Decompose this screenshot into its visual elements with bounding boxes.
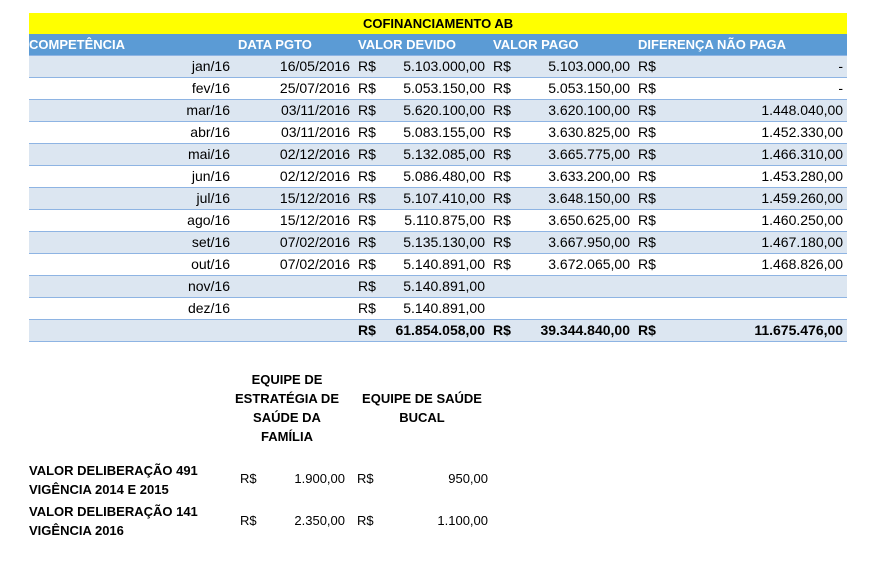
cell-pago-currency: R$	[489, 144, 519, 166]
cell-devido-currency: R$	[354, 100, 384, 122]
table-row	[29, 100, 847, 122]
cell-pago-currency: R$	[489, 100, 519, 122]
cell-competencia: jul/16	[29, 188, 234, 210]
cell-valor-pago: 3.633.200,00	[519, 166, 634, 188]
cell-pago-currency	[489, 298, 519, 320]
cell-valor-pago: 3.650.625,00	[519, 210, 634, 232]
total-dif-currency: R$	[634, 320, 664, 342]
header-diferenca: DIFERENÇA NÃO PAGA	[634, 34, 847, 56]
cell-pago-currency: R$	[489, 78, 519, 100]
label-line: VALOR DELIBERAÇÃO 141	[29, 504, 198, 519]
cell-diferenca: -	[664, 78, 847, 100]
label-line: VIGÊNCIA 2014 E 2015	[29, 482, 169, 497]
cell-competencia: fev/16	[29, 78, 234, 100]
cell-diferenca	[664, 298, 847, 320]
header-valor-devido: VALOR DEVIDO	[354, 34, 489, 56]
cell-valor-pago: 3.620.100,00	[519, 100, 634, 122]
cell-valor-devido: 5.140.891,00	[384, 276, 489, 298]
cell-pago-currency: R$	[489, 56, 519, 78]
cell-valor-pago: 3.665.775,00	[519, 144, 634, 166]
cell-valor-devido: 5.140.891,00	[384, 254, 489, 276]
deliberacao-141-label	[29, 502, 198, 540]
deliberacao-141-v1: 2.350,00	[294, 513, 345, 528]
cell-competencia: set/16	[29, 232, 234, 254]
cell-competencia: mar/16	[29, 100, 234, 122]
cell-devido-currency: R$	[354, 78, 384, 100]
cell-data-pgto: 07/02/2016	[234, 232, 354, 254]
total-devido: 61.854.058,00	[384, 320, 489, 342]
label-line: VIGÊNCIA 2016	[29, 523, 124, 538]
table-row	[29, 78, 847, 100]
cell-devido-currency: R$	[354, 254, 384, 276]
cell-diferenca: 1.448.040,00	[664, 100, 847, 122]
cell-competencia: jan/16	[29, 56, 234, 78]
col1-header	[232, 370, 342, 446]
cell-devido-currency: R$	[354, 210, 384, 232]
cell-valor-devido: 5.083.155,00	[384, 122, 489, 144]
cell-diferenca: 1.459.260,00	[664, 188, 847, 210]
deliberacao-141-v1-currency: R$	[240, 513, 257, 528]
cell-pago-currency	[489, 276, 519, 298]
cell-devido-currency: R$	[354, 56, 384, 78]
cell-competencia: nov/16	[29, 276, 234, 298]
cell-competencia: out/16	[29, 254, 234, 276]
cell-competencia: jun/16	[29, 166, 234, 188]
cell-valor-pago: 5.103.000,00	[519, 56, 634, 78]
table-row	[29, 188, 847, 210]
table-row	[29, 232, 847, 254]
cell-valor-pago: 3.630.825,00	[519, 122, 634, 144]
cell-devido-currency: R$	[354, 122, 384, 144]
cell-dif-currency: R$	[634, 78, 664, 100]
cell-pago-currency: R$	[489, 166, 519, 188]
header-valor-pago: VALOR PAGO	[489, 34, 634, 56]
cofinanciamento-table	[29, 13, 847, 342]
cell-valor-devido: 5.110.875,00	[384, 210, 489, 232]
cell-data-pgto: 03/11/2016	[234, 122, 354, 144]
cell-data-pgto: 16/05/2016	[234, 56, 354, 78]
cell-pago-currency: R$	[489, 232, 519, 254]
table-row	[29, 122, 847, 144]
table-title: COFINANCIAMENTO AB	[29, 13, 847, 34]
cell-competencia: dez/16	[29, 298, 234, 320]
deliberacao-491-v2-currency: R$	[357, 471, 374, 486]
cell-valor-devido: 5.107.410,00	[384, 188, 489, 210]
deliberacao-491-v1: 1.900,00	[294, 471, 345, 486]
cell-valor-devido: 5.086.480,00	[384, 166, 489, 188]
totals-row	[29, 320, 847, 342]
deliberacao-491-v2: 950,00	[448, 471, 488, 486]
cell-diferenca	[664, 276, 847, 298]
cell-devido-currency: R$	[354, 298, 384, 320]
col1-header-line: SAÚDE DA	[253, 410, 321, 425]
cell-devido-currency: R$	[354, 166, 384, 188]
cell-valor-pago	[519, 298, 634, 320]
cell-pago-currency: R$	[489, 254, 519, 276]
cell-diferenca: 1.467.180,00	[664, 232, 847, 254]
cell-pago-currency: R$	[489, 188, 519, 210]
col2-header-line: BUCAL	[399, 410, 445, 425]
cell-valor-pago: 3.672.065,00	[519, 254, 634, 276]
col1-header-line: EQUIPE DE	[251, 372, 323, 387]
total-devido-currency: R$	[354, 320, 384, 342]
cell-dif-currency: R$	[634, 210, 664, 232]
cell-devido-currency: R$	[354, 276, 384, 298]
cell-dif-currency: R$	[634, 166, 664, 188]
cell-competencia: ago/16	[29, 210, 234, 232]
cell-data-pgto: 25/07/2016	[234, 78, 354, 100]
table-row	[29, 276, 847, 298]
cell-devido-currency: R$	[354, 144, 384, 166]
cell-pago-currency: R$	[489, 210, 519, 232]
cell-competencia: mai/16	[29, 144, 234, 166]
cell-diferenca: 1.468.826,00	[664, 254, 847, 276]
table-row	[29, 210, 847, 232]
cell-valor-pago	[519, 276, 634, 298]
total-pago: 39.344.840,00	[519, 320, 634, 342]
cell-diferenca: 1.466.310,00	[664, 144, 847, 166]
cell-data-pgto	[234, 276, 354, 298]
cell-diferenca: -	[664, 56, 847, 78]
cell-data-pgto: 07/02/2016	[234, 254, 354, 276]
cell-valor-devido: 5.132.085,00	[384, 144, 489, 166]
cell-diferenca: 1.452.330,00	[664, 122, 847, 144]
cell-dif-currency: R$	[634, 144, 664, 166]
cell-dif-currency: R$	[634, 232, 664, 254]
cell-dif-currency: R$	[634, 122, 664, 144]
deliberacao-491-v1-currency: R$	[240, 471, 257, 486]
cell-valor-pago: 5.053.150,00	[519, 78, 634, 100]
deliberacao-141-v2: 1.100,00	[437, 513, 488, 528]
cell-valor-devido: 5.135.130,00	[384, 232, 489, 254]
table-row	[29, 254, 847, 276]
cell-dif-currency: R$	[634, 188, 664, 210]
cell-dif-currency: R$	[634, 254, 664, 276]
cell-devido-currency: R$	[354, 188, 384, 210]
table-row	[29, 298, 847, 320]
cell-data-pgto: 02/12/2016	[234, 144, 354, 166]
cell-data-pgto: 15/12/2016	[234, 210, 354, 232]
cell-data-pgto: 15/12/2016	[234, 188, 354, 210]
cell-dif-currency	[634, 276, 664, 298]
col2-header	[354, 389, 490, 427]
total-dif: 11.675.476,00	[664, 320, 847, 342]
cell-dif-currency	[634, 298, 664, 320]
cell-valor-devido: 5.053.150,00	[384, 78, 489, 100]
cell-valor-pago: 3.648.150,00	[519, 188, 634, 210]
cell-data-pgto: 02/12/2016	[234, 166, 354, 188]
cell-data-pgto	[234, 298, 354, 320]
cell-devido-currency: R$	[354, 232, 384, 254]
table-row	[29, 56, 847, 78]
header-row	[29, 34, 847, 56]
col1-header-line: ESTRATÉGIA DE	[234, 391, 339, 406]
cell-competencia: abr/16	[29, 122, 234, 144]
cell-valor-pago: 3.667.950,00	[519, 232, 634, 254]
deliberacao-141-v2-currency: R$	[357, 513, 374, 528]
cell-dif-currency: R$	[634, 100, 664, 122]
table-row	[29, 166, 847, 188]
cell-pago-currency: R$	[489, 122, 519, 144]
col1-header-line: FAMÍLIA	[261, 429, 313, 444]
cell-valor-devido: 5.620.100,00	[384, 100, 489, 122]
cell-data-pgto: 03/11/2016	[234, 100, 354, 122]
deliberacao-491-label	[29, 461, 198, 499]
total-pago-currency: R$	[489, 320, 519, 342]
cell-diferenca: 1.453.280,00	[664, 166, 847, 188]
label-line: VALOR DELIBERAÇÃO 491	[29, 463, 198, 478]
header-competencia: COMPETÊNCIA	[29, 34, 234, 56]
cell-valor-devido: 5.103.000,00	[384, 56, 489, 78]
table-row	[29, 144, 847, 166]
cell-diferenca: 1.460.250,00	[664, 210, 847, 232]
header-data-pgto: DATA PGTO	[234, 34, 354, 56]
col2-header-line: EQUIPE DE SAÚDE	[362, 391, 482, 406]
cell-dif-currency: R$	[634, 56, 664, 78]
cell-valor-devido: 5.140.891,00	[384, 298, 489, 320]
